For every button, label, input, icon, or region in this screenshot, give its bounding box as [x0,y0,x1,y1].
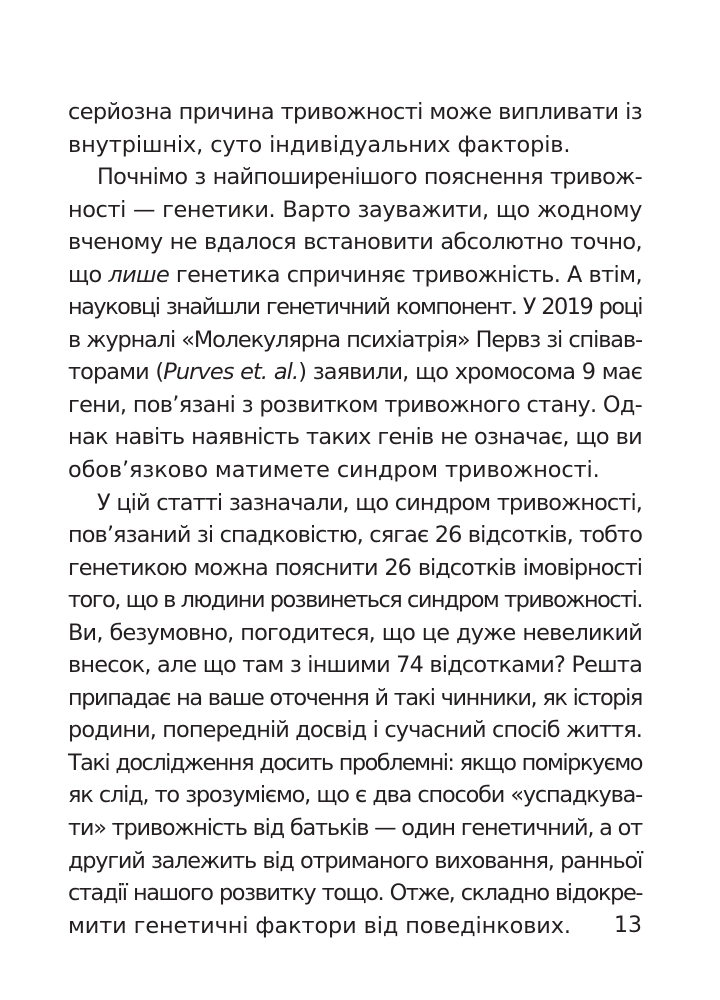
text-line: припадає на ваше оточення й такі чинники, як історія [68,684,642,711]
text-line [68,356,642,389]
text-line: пов’язаний зі спадковістю, сягає 26 відсотків, тобто [68,522,642,549]
text-segment: торами ( [68,359,164,386]
text-line: стадії нашого розвитку тощо. Отже, складно відокре- [68,880,642,907]
text-line: вченому не вдалося встановити абсолютно точно, [68,229,642,256]
text-line: внутрішніх, суто індивідуальних факторів. [68,131,571,158]
text-line: У цій статті зазначали, що синдром тривожності, [97,489,642,516]
page-number: 13 [614,913,642,938]
text-line: обов’язково матимете синдром тривожності. [68,457,600,484]
italic-term: лише [108,261,170,288]
text-line: родини, попередній досвід і сучасний спосіб життя. [68,717,642,744]
italic-term: Purves et. al. [163,359,299,386]
text-line: Такі дослідження досить проблемні: якщо поміркуємо [68,749,642,776]
text-line: Почнімо з найпоширенішого пояснення тривож- [97,164,642,191]
text-line: Ви, безумовно, погодитеся, що це дуже невеликий [68,619,642,646]
text-segment: ) заявили, що хромосома 9 має [298,359,642,386]
text-line: нак навіть наявність таких генів не означає, що ви [68,424,642,451]
text-line [68,259,642,292]
text-segment: що [68,261,109,288]
text-line: мити генетичні фактори від поведінкових. [68,912,571,939]
text-line: серйозна причина тривожності може випливати із [68,99,642,125]
body-text [68,96,642,942]
text-line: науковці знайшли генетичний компонент. У 2019 році [68,294,642,321]
text-line: ти» тривожність від батьків — один генетичний, а от [68,815,642,842]
text-line: другий залежить від отриманого виховання, ранньої [68,847,642,874]
text-line: як слід, то зрозуміємо, що є два способи «успадкува- [68,782,642,809]
text-line: генетикою можна пояснити 26 відсотків імовірності [68,554,642,581]
text-segment: генетика спричиняє тривожність. А втім, [169,261,642,288]
text-line: того, що в людини розвинеться синдром тривожності. [68,587,642,614]
text-line: ності — генетики. Варто зауважити, що жодному [68,196,642,223]
text-line: гени, пов’язані з розвитком тривожного стану. Од- [68,391,642,418]
text-line: в журналі «Молекулярна психіатрія» Первз зі співав- [68,326,642,353]
text-line: внесок, але що там з іншими 74 відсотками? Решта [68,652,642,679]
